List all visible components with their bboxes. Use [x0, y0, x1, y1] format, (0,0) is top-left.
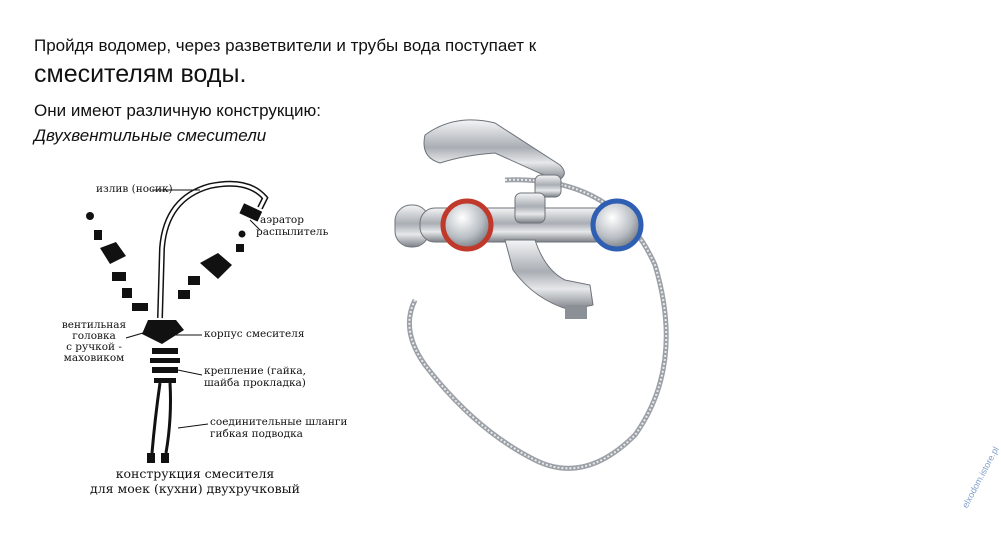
- shower-head: [424, 120, 564, 181]
- photo-watermark: elxodom.istore.pl: [960, 444, 1001, 510]
- label-mount-2: шайба прокладка): [204, 377, 306, 389]
- section-heading: Двухвентильные смесители: [34, 126, 267, 145]
- label-hoses-1: соединительные шланги: [210, 416, 348, 428]
- label-spout: излив (носик): [96, 183, 173, 195]
- hoses-shape: [152, 383, 171, 453]
- right-valve-parts: [178, 231, 246, 300]
- mixer-photo-drawing: [385, 105, 685, 490]
- intro-text-continued: смесителям воды.: [34, 60, 247, 88]
- label-hoses-2: гибкая подводка: [210, 428, 303, 440]
- diverter: [515, 193, 545, 223]
- label-valve: вентильная головка с ручкой - маховиком: [61, 319, 127, 364]
- label-body: корпус смесителя: [204, 328, 305, 340]
- left-valve-parts: [86, 212, 148, 311]
- label-sprayer: распылитель: [256, 226, 329, 238]
- diagram-caption-2: для моек (кухни) двухручковый: [90, 481, 300, 496]
- intro-text: Пройдя водомер, через разветвители и трубы вода поступает к: [34, 36, 537, 55]
- diagram-caption-1: конструкция смесителя: [115, 466, 275, 481]
- label-mount-1: крепление (гайка,: [204, 365, 306, 377]
- mixer-diagram: [60, 168, 348, 508]
- subtitle-text: Они имеют различную конструкцию:: [34, 101, 321, 120]
- aerator-shape: [241, 205, 261, 221]
- bath-spout: [505, 240, 593, 310]
- label-aerator: аэратор: [260, 214, 304, 226]
- mixer-photo: [385, 105, 1001, 510]
- spout-shape: [160, 184, 265, 318]
- cold-water-knob: [593, 201, 641, 249]
- body-stack: [142, 320, 184, 383]
- hot-water-knob: [443, 201, 491, 249]
